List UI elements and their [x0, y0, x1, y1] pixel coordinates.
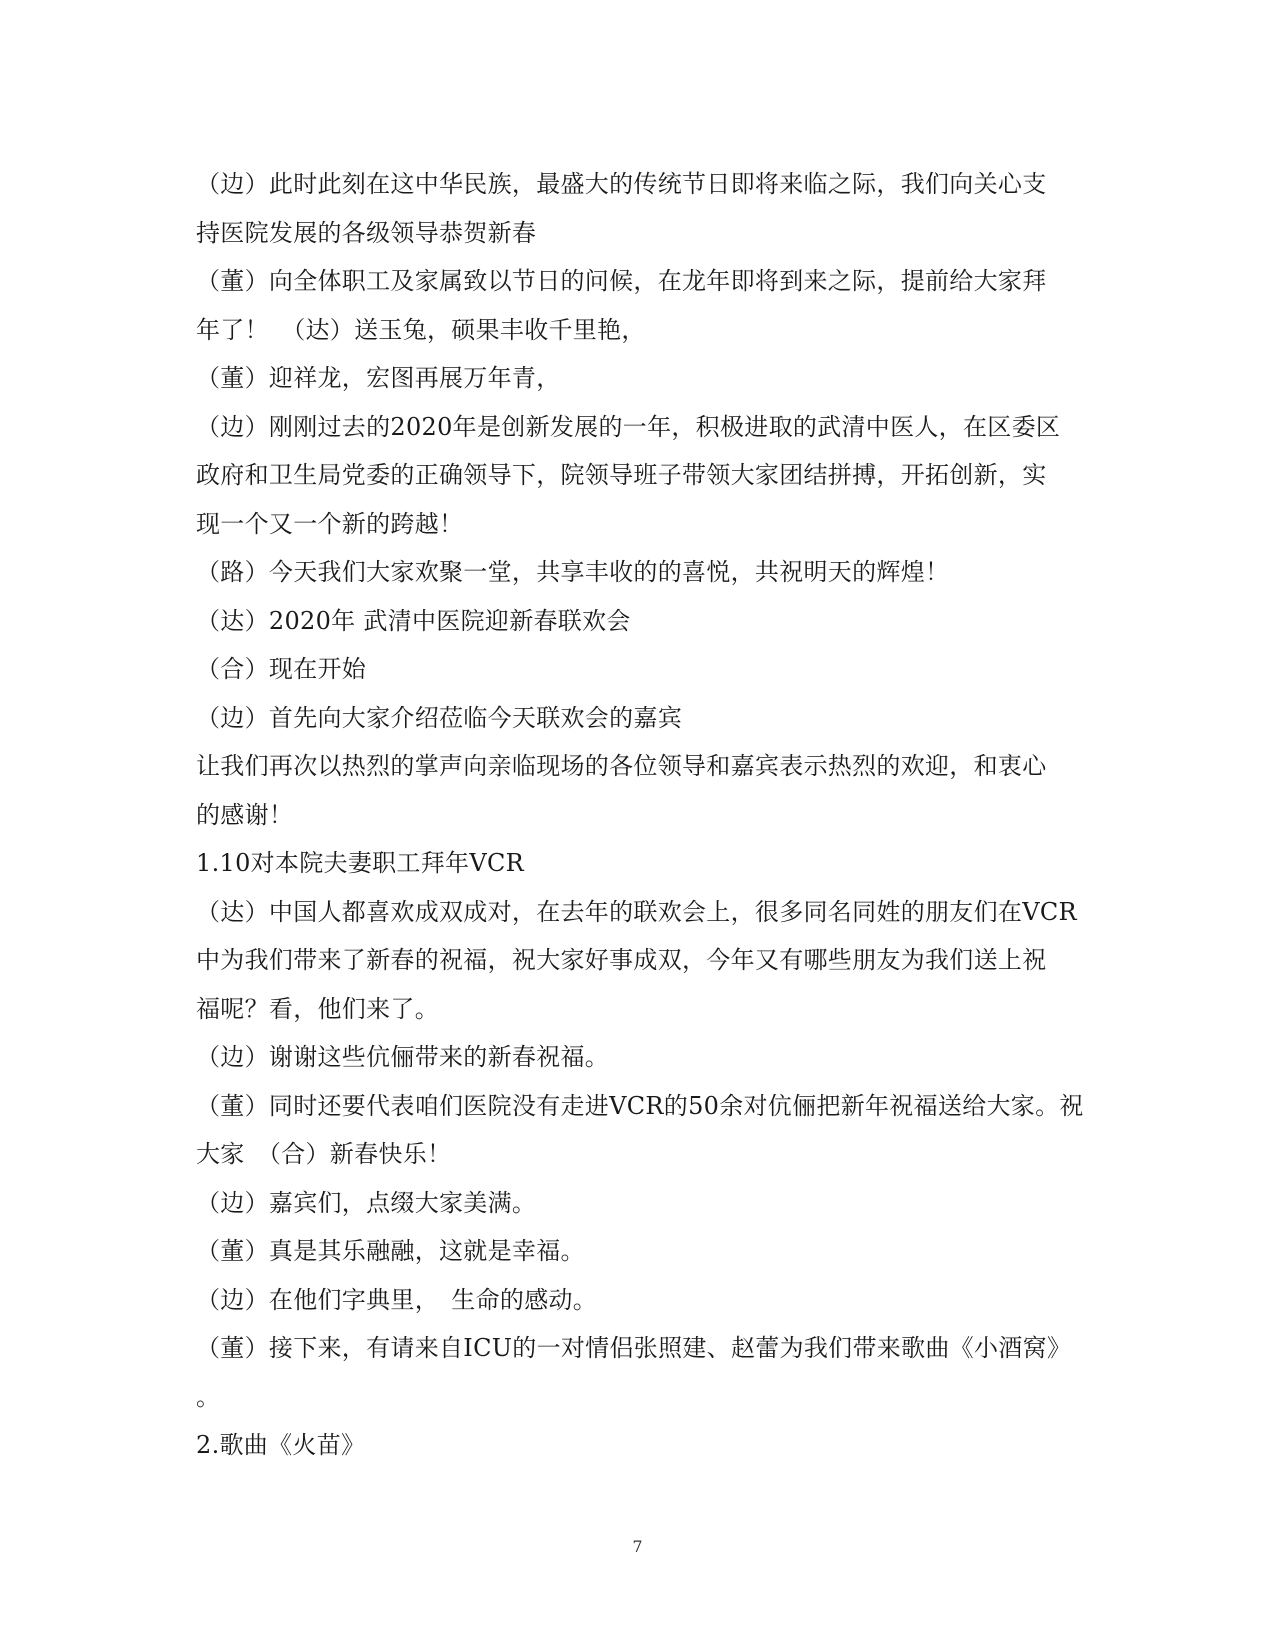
text-line: 的感谢！ [196, 800, 294, 829]
document-body [196, 160, 1086, 1470]
text-line: （董）同时还要代表咱们医院没有走进VCR的50余对伉俪把新年祝福送给大家。祝 [196, 1091, 1084, 1120]
text-line: （边）谢谢这些伉俪带来的新春祝福。 [196, 1043, 610, 1071]
text-line: 现一个又一个新的跨越！ [196, 509, 464, 538]
text-line: （董）迎祥龙，宏图再展万年青， [196, 364, 561, 392]
text-line: （路）今天我们大家欢聚一堂，共享丰收的的喜悦，共祝明天的辉煌！ [196, 558, 950, 586]
text-line: 福呢？看，他们来了。 [196, 994, 439, 1023]
text-line: 让我们再次以热烈的掌声向亲临现场的各位领导和嘉宾表示热烈的欢迎，和衷心 [196, 752, 1047, 780]
text-line: 持医院发展的各级领导恭贺新春 [196, 218, 537, 247]
text-line: 大家 （合）新春快乐！ [196, 1140, 452, 1168]
page-number: 7 [632, 1537, 643, 1556]
text-line: 中为我们带来了新春的祝福，祝大家好事成双，今年又有哪些朋友为我们送上祝 [196, 946, 1047, 974]
text-line: （边）在他们字典里， 生命的感动。 [196, 1285, 598, 1314]
section-heading: 2.歌曲《火苗》 [196, 1431, 366, 1459]
text-line: （达）中国人都喜欢成双成对，在去年的联欢会上，很多同名同姓的朋友们在VCR [196, 897, 1077, 926]
section-heading: 1.10对本院夫妻职工拜年VCR [196, 849, 525, 877]
text-line: （合）现在开始 [196, 655, 367, 683]
text-line: （董）向全体职工及家属致以节日的问候，在龙年即将到来之际，提前给大家拜 [196, 267, 1047, 295]
text-line: 。 [196, 1382, 221, 1411]
text-line: （董）真是其乐融融，这就是幸福。 [196, 1237, 585, 1265]
text-line: （边）首先向大家介绍莅临今天联欢会的嘉宾 [196, 703, 682, 732]
text-line: （边）刚刚过去的2020年是创新发展的一年，积极进取的武清中医人，在区委区 [196, 412, 1061, 441]
text-line: （董）接下来，有请来自ICU的一对情侣张照建、赵蕾为我们带来歌曲《小酒窝》 [196, 1334, 1072, 1362]
text-line: 政府和卫生局党委的正确领导下，院领导班子带领大家团结拼搏，开拓创新，实 [196, 461, 1047, 489]
text-line: 年了！ （达）送玉兔，硕果丰收千里艳， [196, 315, 646, 344]
text-line: （达）2020年 武清中医院迎新春联欢会 [196, 606, 631, 635]
text-line: （边）嘉宾们，点缀大家美满。 [196, 1188, 537, 1217]
text-line: （边）此时此刻在这中华民族，最盛大的传统节日即将来临之际，我们向关心支 [196, 170, 1047, 198]
